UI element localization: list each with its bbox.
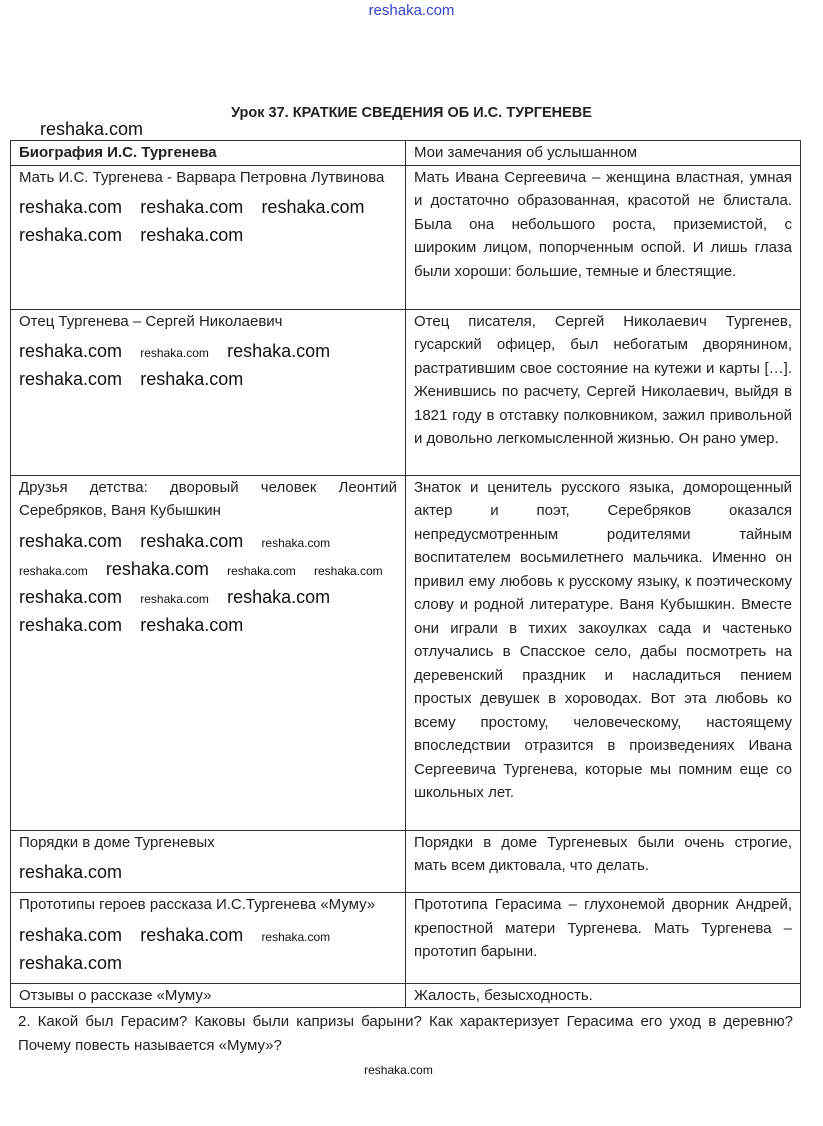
watermark: reshaka.com: [140, 346, 209, 360]
cell-left: [11, 165, 406, 309]
watermark: reshaka.com: [19, 341, 123, 361]
watermark: reshaka.com: [227, 586, 331, 607]
cell-left: [11, 830, 406, 893]
watermark: reshaka.com: [40, 119, 144, 139]
table-header: [11, 141, 801, 166]
question-text: 2. Какой был Герасим? Каковы были капризы барыни? Как характеризует Герасима его уход в деревню? Почему повесть называется «Муму»?: [18, 1013, 793, 1054]
watermark-group: [19, 854, 397, 892]
watermark: reshaka.com: [19, 862, 123, 882]
watermark: reshaka.com: [227, 563, 296, 578]
watermark-group: [10, 1057, 801, 1087]
table-row: [11, 165, 801, 309]
cell-left-text: Отец Тургенева – Сергей Николаевич: [19, 312, 283, 330]
watermark: reshaka.com: [364, 1063, 433, 1077]
watermark: reshaka.com: [19, 586, 123, 607]
watermark: reshaka.com: [140, 225, 244, 245]
cell-right: Знаток и ценитель русского языка, доморощенный актер и поэт, Серебряков оказался непредусмотренным родителями тайным воспитателем восьмилетнего мальчика. Именно он привил ему любовь к русскому языку, к поэтическому слову и родной литературе. Ваня Кубышкин. Вместе они играли в тихих закоулках сада и частенько отлучались в Спасское село, дабы посмотреть на деревенский праздник и насладиться пением простых девушек в хороводах. Вот эта любовь ко всему простому, человеческому, настоящему впоследствии отразится в произведениях Ивана Сергеевича Тургенева, которые мы помним еще со школьных лет.: [406, 475, 801, 830]
table-row: [11, 893, 801, 984]
watermark-group: [19, 333, 397, 399]
watermark-group: [19, 523, 397, 645]
header-notes: Мои замечания об услышанном: [406, 141, 801, 166]
watermark-group: [19, 189, 397, 255]
watermark: reshaka.com: [261, 535, 331, 550]
cell-right: Порядки в доме Тургеневых были очень строгие, мать всем диктовала, что делать.: [406, 830, 801, 893]
page-title: Урок 37. КРАТКИЕ СВЕДЕНИЯ ОБ И.С. ТУРГЕНЕВЕ: [231, 105, 592, 121]
watermark: reshaka.com: [261, 929, 331, 944]
cell-left: Отзывы о рассказе «Муму»: [11, 983, 406, 1008]
watermark: reshaka.com: [19, 530, 123, 551]
cell-left-text: Прототипы героев рассказа И.С.Тургенева «Муму»: [19, 896, 376, 913]
cell-right: Мать Ивана Сергеевича – женщина властная, умная и достаточно образованная, красотой не блистала. Была она небольшого роста, приземистой, с широким лицом, попорченным оспой. И лишь глаза были хороши: большие, темные и блестящие.: [406, 165, 801, 309]
watermark-group: [19, 917, 397, 983]
watermark: reshaka.com: [227, 341, 331, 361]
watermark: reshaka.com: [19, 225, 123, 245]
site-link[interactable]: reshaka.com: [368, 2, 455, 19]
watermark: reshaka.com: [140, 591, 209, 606]
content: [10, 140, 801, 1087]
watermark: reshaka.com: [19, 924, 123, 945]
cell-right: Прототипа Герасима – глухонемой дворник Андрей, крепостной матери Тургенева. Мать Тургенева – прототип барыни.: [406, 893, 801, 984]
table-row: [11, 983, 801, 1008]
table-row: [11, 475, 801, 830]
biography-table: [10, 140, 801, 1008]
watermark: reshaka.com: [140, 369, 244, 389]
watermark: reshaka.com: [140, 614, 244, 635]
watermark: reshaka.com: [261, 197, 365, 217]
watermark: reshaka.com: [140, 197, 244, 217]
cell-right: Жалость, безысходность.: [406, 983, 801, 1008]
watermark: reshaka.com: [19, 197, 123, 217]
cell-left: [11, 309, 406, 475]
watermark: reshaka.com: [313, 563, 383, 578]
table-row: [11, 309, 801, 475]
table-row: [11, 830, 801, 893]
cell-left: [11, 893, 406, 984]
watermark: reshaka.com: [140, 924, 244, 945]
cell-left-text: Мать И.С. Тургенева - Варвара Петровна Лутвинова: [19, 168, 385, 186]
watermark: reshaka.com: [19, 952, 123, 973]
watermark: reshaka.com: [19, 563, 88, 578]
cell-left: [11, 475, 406, 830]
watermark: reshaka.com: [105, 558, 209, 579]
header-biography: Биография И.С. Тургенева: [11, 141, 406, 166]
cell-left-text: Друзья детства: дворовый человек Леонтий Серебряков, Ваня Кубышкин: [19, 478, 397, 519]
cell-right: Отец писателя, Сергей Николаевич Тургенев, гусарский офицер, был небогатым дворянином, растратившим свое состояние на кутежи и карты […]. Женившись по расчету, Сергей Николаевич, выйдя в 1821 году в отставку полковником, зажил привольной и довольно легкомысленной жизнью. Он рано умер.: [406, 309, 801, 475]
watermark: reshaka.com: [19, 369, 123, 389]
watermark: reshaka.com: [19, 614, 123, 635]
cell-left-text: Порядки в доме Тургеневых: [19, 833, 215, 851]
watermark: reshaka.com: [140, 530, 244, 551]
